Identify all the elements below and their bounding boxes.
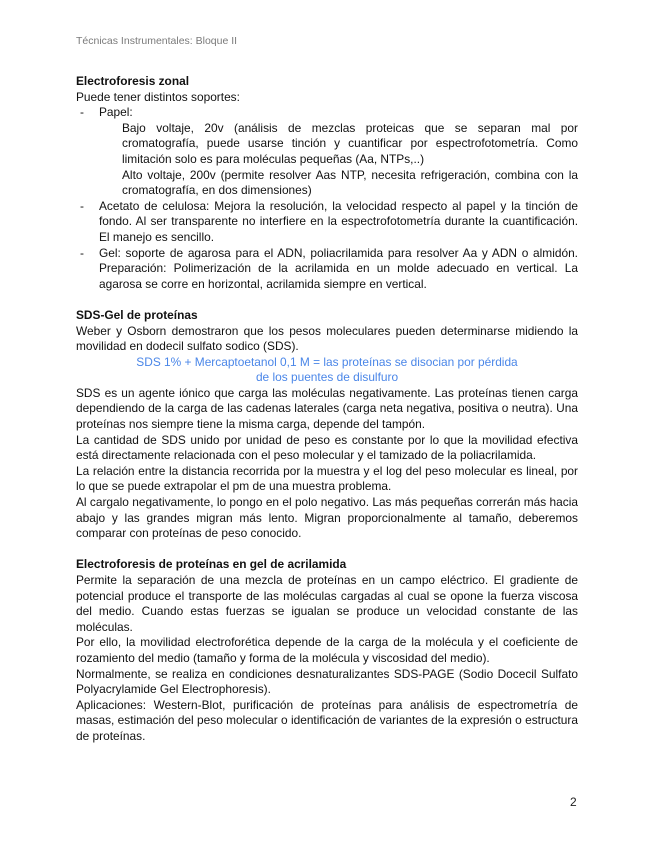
list-item-text: Acetato de celulosa: Mejora la resolución, la velocidad respecto al papel y la tinción de fondo. Al ser transparente no interfiere en la espectrofotometría durante la cuantificación. El manejo es sencillo. bbox=[99, 198, 578, 244]
list-item-papel bbox=[76, 105, 578, 121]
list-bullet: - bbox=[80, 198, 84, 213]
page-number: 2 bbox=[570, 795, 577, 809]
highlighted-formula-line: de los puentes de disulfuro bbox=[255, 370, 399, 385]
paragraph: Puede tener distintos soportes: bbox=[76, 89, 240, 104]
section-title-electroforesis-acrilamida: Electroforesis de proteínas en gel de acrilamida bbox=[76, 557, 347, 572]
paragraph: SDS es un agente iónico que carga las moléculas negativamente. Las proteínas tienen carga dependiendo de la carga de las cadenas laterales (carga neta negativa, positiva o neutra). Una proteínas nos siempre tiene la misma carga, depende del tampón. bbox=[76, 385, 578, 432]
paragraph: Normalmente, se realiza en condiciones desnaturalizantes SDS-PAGE (Sodio Docecil Sulfato Polyacrylamide Gel Electrophoresis). bbox=[76, 666, 578, 697]
document-body bbox=[76, 74, 578, 745]
paragraph: Permite la separación de una mezcla de proteínas en un campo eléctrico. El gradiente de potencial produce el transporte de las moléculas cargadas al cual se opone la fuerza viscosa del medio. Cuando estas fuerzas se igualan se produce un velocidad constante de las moléculas. bbox=[76, 573, 578, 634]
list-item-gel bbox=[76, 246, 578, 293]
paragraph: Por ello, la movilidad electroforética depende de la carga de la molécula y el coeficiente de rozamiento del medio (tamaño y forma de la molécula y viscosidad del medio). bbox=[76, 635, 578, 665]
section-title-sds-gel: SDS-Gel de proteínas bbox=[76, 307, 198, 322]
paragraph: La relación entre la distancia recorrida por la muestra y el log del peso molecular es lineal, por lo que se puede extrapolar el pm de una muestra problema. bbox=[76, 463, 578, 494]
list-bullet: - bbox=[80, 245, 84, 260]
list-item-text: Gel: soporte de agarosa para el ADN, poliacrilamida para resolver Aa y ADN o almidón. Preparación: Polimerización de la acrilamida en un molde adecuado en vertical. La agarosa se corre en horizontal, acrilamida siempre en vertical. bbox=[99, 245, 578, 291]
list-bullet: - bbox=[80, 105, 84, 120]
paragraph: Aplicaciones: Western-Blot, purificación de proteínas para análisis de espectrometría de masas, estimación del peso molecular o identificación de variantes de la expresión o estructura de proteínas. bbox=[76, 697, 578, 743]
sub-item-alto-voltaje: Alto voltaje, 200v (permite resolver Aas NTP, necesita refrigeración, combina con la cromatografía, en dos dimensiones) bbox=[122, 167, 578, 198]
page-header: Técnicas Instrumentales: Bloque II bbox=[76, 35, 238, 47]
highlighted-formula-line: SDS 1% + Mercaptoetanol 0,1 M = las proteínas se disocian por pérdida bbox=[136, 354, 518, 369]
paragraph: La cantidad de SDS unido por unidad de peso es constante por lo que la movilidad efectiva está directamente relacionada con el peso molecular y el tamizado de la poliacrilamida. bbox=[76, 432, 578, 463]
sub-item-bajo-voltaje: Bajo voltaje, 20v (análisis de mezclas proteicas que se separan mal por cromatografía, puede usarse tinción y cuantificar por espectrofotometría. Como limitación solo es para moléculas pequeñas (Aa, NTPs,..) bbox=[122, 120, 578, 166]
section-title-electroforesis-zonal: Electroforesis zonal bbox=[76, 74, 189, 88]
paragraph: Al cargalo negativamente, lo pongo en el polo negativo. Las más pequeñas correrán más hacia abajo y las grandes migran más lento. Migran proporcionalmente al tamaño, deberemos comparar con proteínas de peso conocido. bbox=[76, 495, 578, 541]
list-item-acetato bbox=[76, 199, 578, 246]
paragraph: Weber y Osborn demostraron que los pesos moleculares pueden determinarse midiendo la movilidad en dodecil sulfato sodico (SDS). bbox=[76, 323, 578, 354]
list-item-label: Papel: bbox=[99, 105, 133, 120]
